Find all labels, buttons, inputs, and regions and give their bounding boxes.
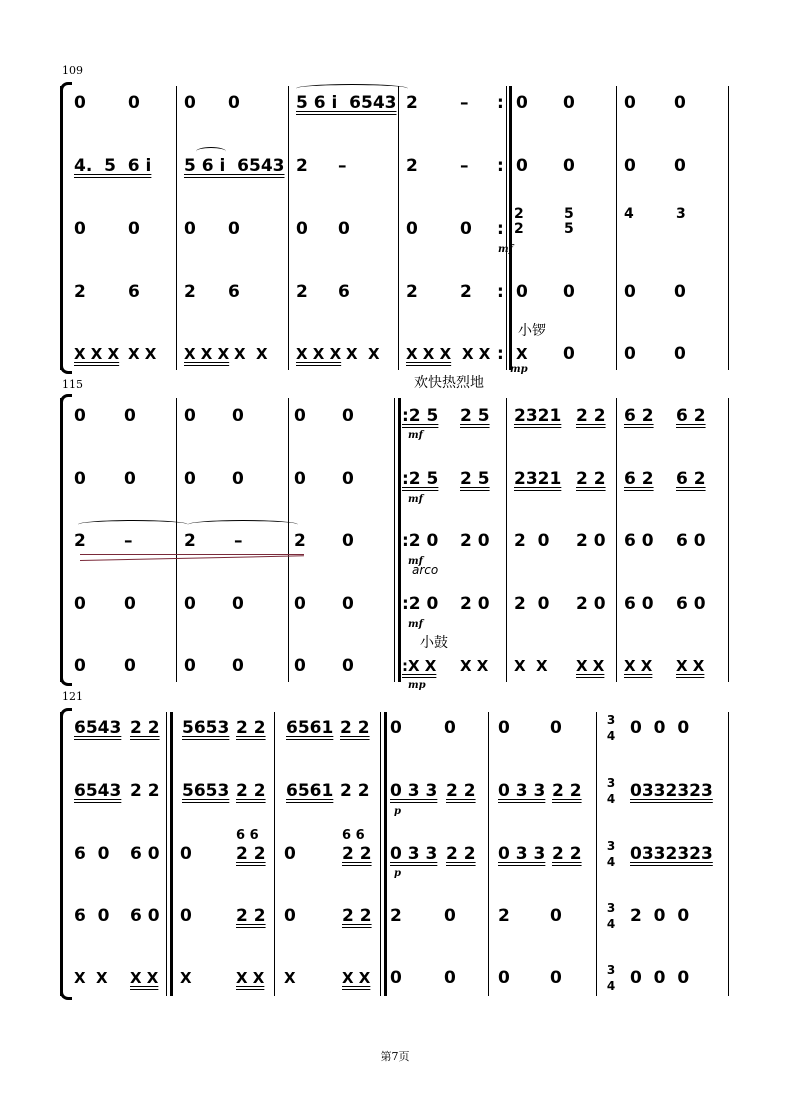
note: 2	[514, 206, 524, 222]
note-group: 2 0 0	[630, 906, 690, 926]
tie	[78, 520, 188, 529]
double-barline	[398, 398, 401, 682]
note-group: 0 3 3	[390, 844, 438, 864]
note: 0	[390, 968, 402, 988]
note: 6	[338, 282, 350, 302]
note: 0	[232, 406, 244, 426]
note: 0	[342, 406, 354, 426]
slur	[196, 147, 226, 156]
note-group: 5653	[182, 718, 230, 738]
note: 0	[563, 282, 575, 302]
note: 0	[563, 156, 575, 176]
dynamic-mark: mp	[510, 364, 528, 375]
repeat-sign: :	[497, 219, 504, 239]
note-group: 2 2	[576, 469, 606, 489]
barline	[596, 712, 597, 996]
note: 0	[232, 656, 244, 676]
note: 6	[228, 282, 240, 302]
note-group: 6561	[286, 718, 334, 738]
note-group: 2 2	[340, 781, 370, 801]
barline	[506, 86, 507, 370]
slur	[296, 84, 408, 93]
note-group: 5653	[182, 781, 230, 801]
note: 2	[390, 906, 402, 926]
note: 0	[550, 718, 562, 738]
note-group: 2 2	[340, 718, 370, 738]
instrument-label: 小鼓	[420, 635, 448, 651]
note-group: 0 3 3	[390, 781, 438, 801]
barline	[616, 86, 617, 370]
barline	[728, 86, 729, 370]
note: 0	[74, 656, 86, 676]
barline	[728, 712, 729, 996]
note: 0	[624, 156, 636, 176]
dynamic-mark: p	[394, 868, 401, 879]
note: 2	[406, 282, 418, 302]
note: 0	[74, 219, 86, 239]
barline	[616, 398, 617, 682]
note: 0	[180, 844, 192, 864]
note: 0	[342, 594, 354, 614]
note-group: 2 2	[236, 781, 266, 801]
note-group: 2 0	[460, 594, 490, 614]
perc-note: X	[516, 345, 528, 363]
note-group: 0 3 3	[498, 781, 546, 801]
time-signature-top: 3	[606, 901, 616, 915]
note-group: 2 0	[576, 531, 606, 551]
dynamic-mark: p	[394, 806, 401, 817]
perc-group: X X X	[296, 345, 342, 363]
perc-group: X X	[74, 969, 108, 987]
note: 0	[444, 906, 456, 926]
note-group: 2 5	[460, 469, 490, 489]
note-group: 2321	[514, 406, 562, 426]
barline	[506, 398, 507, 682]
note: 6	[128, 282, 140, 302]
note: 0	[550, 906, 562, 926]
note-group: 5 6 i 6543	[184, 156, 285, 176]
note: 0	[184, 594, 196, 614]
note: 2	[514, 221, 524, 237]
note: 0	[674, 344, 686, 364]
note: 0	[184, 469, 196, 489]
barline	[176, 86, 177, 370]
barline	[394, 398, 395, 682]
note: 0	[460, 219, 472, 239]
note-group: 2 0	[514, 594, 550, 614]
perc-group: X X	[462, 345, 491, 363]
note: 0	[342, 531, 354, 551]
perc-group: X X	[346, 345, 380, 363]
tie	[188, 520, 298, 529]
perc-group: X X	[514, 657, 548, 675]
note-group: 2 2	[342, 844, 372, 864]
note-group: 2 2	[236, 718, 266, 738]
note: 0	[294, 406, 306, 426]
stacked-notes: 6 6	[342, 828, 365, 843]
note: 2	[460, 282, 472, 302]
note-group: 6543	[74, 718, 122, 738]
note: 0	[184, 93, 196, 113]
measure-number: 115	[62, 378, 83, 391]
note: 2	[294, 531, 306, 551]
dash: –	[338, 156, 347, 176]
perc-group: X X	[576, 657, 605, 675]
note: 0	[563, 93, 575, 113]
note: 0	[228, 93, 240, 113]
time-signature-top: 3	[606, 776, 616, 790]
note-group: 6 2	[624, 469, 654, 489]
barline	[176, 398, 177, 682]
perc-group: :X X	[402, 657, 437, 675]
note-group: 6 0	[676, 531, 706, 551]
note: 2	[74, 531, 86, 551]
perc-group: X X X	[406, 345, 452, 363]
note: 0	[184, 219, 196, 239]
perc-note: X	[284, 969, 296, 987]
note-group: 2 2	[446, 781, 476, 801]
note: 2	[498, 906, 510, 926]
dynamic-mark: mf	[498, 244, 513, 255]
note: 0	[406, 219, 418, 239]
note: 2	[296, 282, 308, 302]
note: 0	[228, 219, 240, 239]
note-group: 4. 5 6 i	[74, 156, 152, 176]
note: 0	[184, 656, 196, 676]
barline	[274, 712, 275, 996]
note: 0	[674, 156, 686, 176]
time-signature-top: 3	[606, 963, 616, 977]
note: 0	[284, 906, 296, 926]
note: 3	[676, 206, 686, 222]
note: 0	[516, 282, 528, 302]
note: 0	[550, 968, 562, 988]
dash: –	[124, 531, 133, 551]
note: 0	[674, 282, 686, 302]
note: 0	[294, 656, 306, 676]
note-group: 2 2	[236, 906, 266, 926]
perc-group: X X	[234, 345, 268, 363]
perc-group: X X	[342, 969, 371, 987]
barline	[166, 712, 167, 996]
note: 0	[284, 844, 296, 864]
stacked-notes: 6 6	[236, 828, 259, 843]
note-group: 0 0 0	[630, 968, 690, 988]
note: 2	[184, 531, 196, 551]
dash: –	[460, 156, 469, 176]
repeat-sign: :	[497, 156, 504, 176]
barline	[728, 398, 729, 682]
page-number: 第7页	[380, 1050, 410, 1063]
repeat-sign: :	[497, 93, 504, 113]
note: 0	[444, 718, 456, 738]
note: 0	[516, 93, 528, 113]
note-group: 0 0 0	[630, 718, 690, 738]
note: 0	[232, 469, 244, 489]
note-group: 2 2	[552, 844, 582, 864]
instrument-label: 小锣	[518, 323, 546, 339]
time-signature-bottom: 4	[606, 729, 616, 743]
note-group: :2 0	[402, 594, 439, 614]
time-signature-bottom: 4	[606, 979, 616, 993]
system-brace	[60, 86, 73, 370]
time-signature-bottom: 4	[606, 917, 616, 931]
note: 0	[296, 219, 308, 239]
note-group: 6543	[74, 781, 122, 801]
note: 2	[406, 156, 418, 176]
note-group: 6 0	[74, 906, 110, 926]
glissando-line	[80, 554, 304, 555]
measure-number: 121	[62, 690, 83, 703]
note-group: 2 5	[460, 406, 490, 426]
barline	[288, 398, 289, 682]
perc-note: X	[180, 969, 192, 987]
barline	[488, 712, 489, 996]
repeat-sign: :	[497, 282, 504, 302]
note-group: 2 0	[460, 531, 490, 551]
note: 5	[564, 206, 574, 222]
perc-group: X X X	[184, 345, 230, 363]
note: 2	[406, 93, 418, 113]
note-group: 6 0	[624, 594, 654, 614]
double-barline	[170, 712, 173, 996]
note-group: 2 0	[514, 531, 550, 551]
note-group: 0 3 3	[498, 844, 546, 864]
time-signature-top: 3	[606, 713, 616, 727]
note-group: 6 0	[676, 594, 706, 614]
note-group: 0332323	[630, 844, 713, 864]
note: 0	[390, 718, 402, 738]
note-group: :2 0	[402, 531, 439, 551]
system-brace	[60, 398, 73, 682]
note: 0	[342, 656, 354, 676]
note: 0	[674, 93, 686, 113]
dash: –	[460, 93, 469, 113]
note: 0	[124, 594, 136, 614]
perc-group: X X	[236, 969, 265, 987]
note-group: 2 2	[236, 844, 266, 864]
note: 0	[342, 469, 354, 489]
barline	[398, 86, 399, 370]
note-group: 6 2	[676, 406, 706, 426]
note-group: 6 0	[624, 531, 654, 551]
system-brace	[60, 712, 73, 996]
note: 0	[74, 93, 86, 113]
glissando-line	[80, 555, 304, 561]
note: 0	[294, 469, 306, 489]
note: 0	[624, 93, 636, 113]
note: 0	[74, 469, 86, 489]
note-group: 0332323	[630, 781, 713, 801]
dash: –	[234, 531, 243, 551]
note-group: 2321	[514, 469, 562, 489]
note: 0	[232, 594, 244, 614]
time-signature-top: 3	[606, 839, 616, 853]
note: 0	[128, 219, 140, 239]
note: 2	[74, 282, 86, 302]
note: 0	[74, 594, 86, 614]
note: 0	[338, 219, 350, 239]
note: 0	[624, 344, 636, 364]
note: 0	[124, 406, 136, 426]
perc-group: X X	[130, 969, 159, 987]
tempo-marking: 欢快热烈地	[414, 375, 484, 391]
note: 0	[124, 656, 136, 676]
perc-group: X X	[624, 657, 653, 675]
note: 0	[128, 93, 140, 113]
note: 0	[563, 344, 575, 364]
note-group: 6 0	[130, 844, 160, 864]
dynamic-mark: mf	[408, 430, 423, 441]
perc-group: X X X	[74, 345, 120, 363]
note-group: 6561	[286, 781, 334, 801]
double-barline	[384, 712, 387, 996]
measure-number: 109	[62, 64, 83, 77]
note: 0	[516, 156, 528, 176]
barline	[380, 712, 381, 996]
dynamic-mark: mp	[408, 680, 426, 691]
note: 2	[296, 156, 308, 176]
dynamic-mark: mf	[408, 556, 423, 567]
note: 4	[624, 206, 634, 222]
time-signature-bottom: 4	[606, 792, 616, 806]
note: 0	[498, 718, 510, 738]
note-group: 6 2	[676, 469, 706, 489]
note-group: :2 5	[402, 469, 439, 489]
note-group: 5 6 i 6543	[296, 93, 397, 113]
dynamic-mark: mf	[408, 494, 423, 505]
barline	[288, 86, 289, 370]
note: 0	[498, 968, 510, 988]
note: 0	[124, 469, 136, 489]
perc-group: X X	[460, 657, 489, 675]
note-group: :2 5	[402, 406, 439, 426]
double-barline	[509, 86, 512, 370]
note: 0	[294, 594, 306, 614]
dynamic-mark: mf	[408, 619, 423, 630]
note-group: 2 2	[130, 781, 160, 801]
perc-group: X X	[676, 657, 705, 675]
note: 0	[180, 906, 192, 926]
note-group: 2 2	[576, 406, 606, 426]
note: 5	[564, 221, 574, 237]
note-group: 6 0	[130, 906, 160, 926]
note-group: 2 2	[552, 781, 582, 801]
time-signature-bottom: 4	[606, 855, 616, 869]
arco-marking: arco	[412, 563, 439, 577]
note: 0	[624, 282, 636, 302]
repeat-sign: :	[497, 344, 504, 364]
note-group: 6 2	[624, 406, 654, 426]
note-group: 2 2	[446, 844, 476, 864]
perc-group: X X	[128, 345, 157, 363]
note: 0	[74, 406, 86, 426]
note-group: 2 2	[342, 906, 372, 926]
note: 2	[184, 282, 196, 302]
note-group: 2 0	[576, 594, 606, 614]
note: 0	[184, 406, 196, 426]
note-group: 2 2	[130, 718, 160, 738]
note: 0	[444, 968, 456, 988]
note-group: 6 0	[74, 844, 110, 864]
